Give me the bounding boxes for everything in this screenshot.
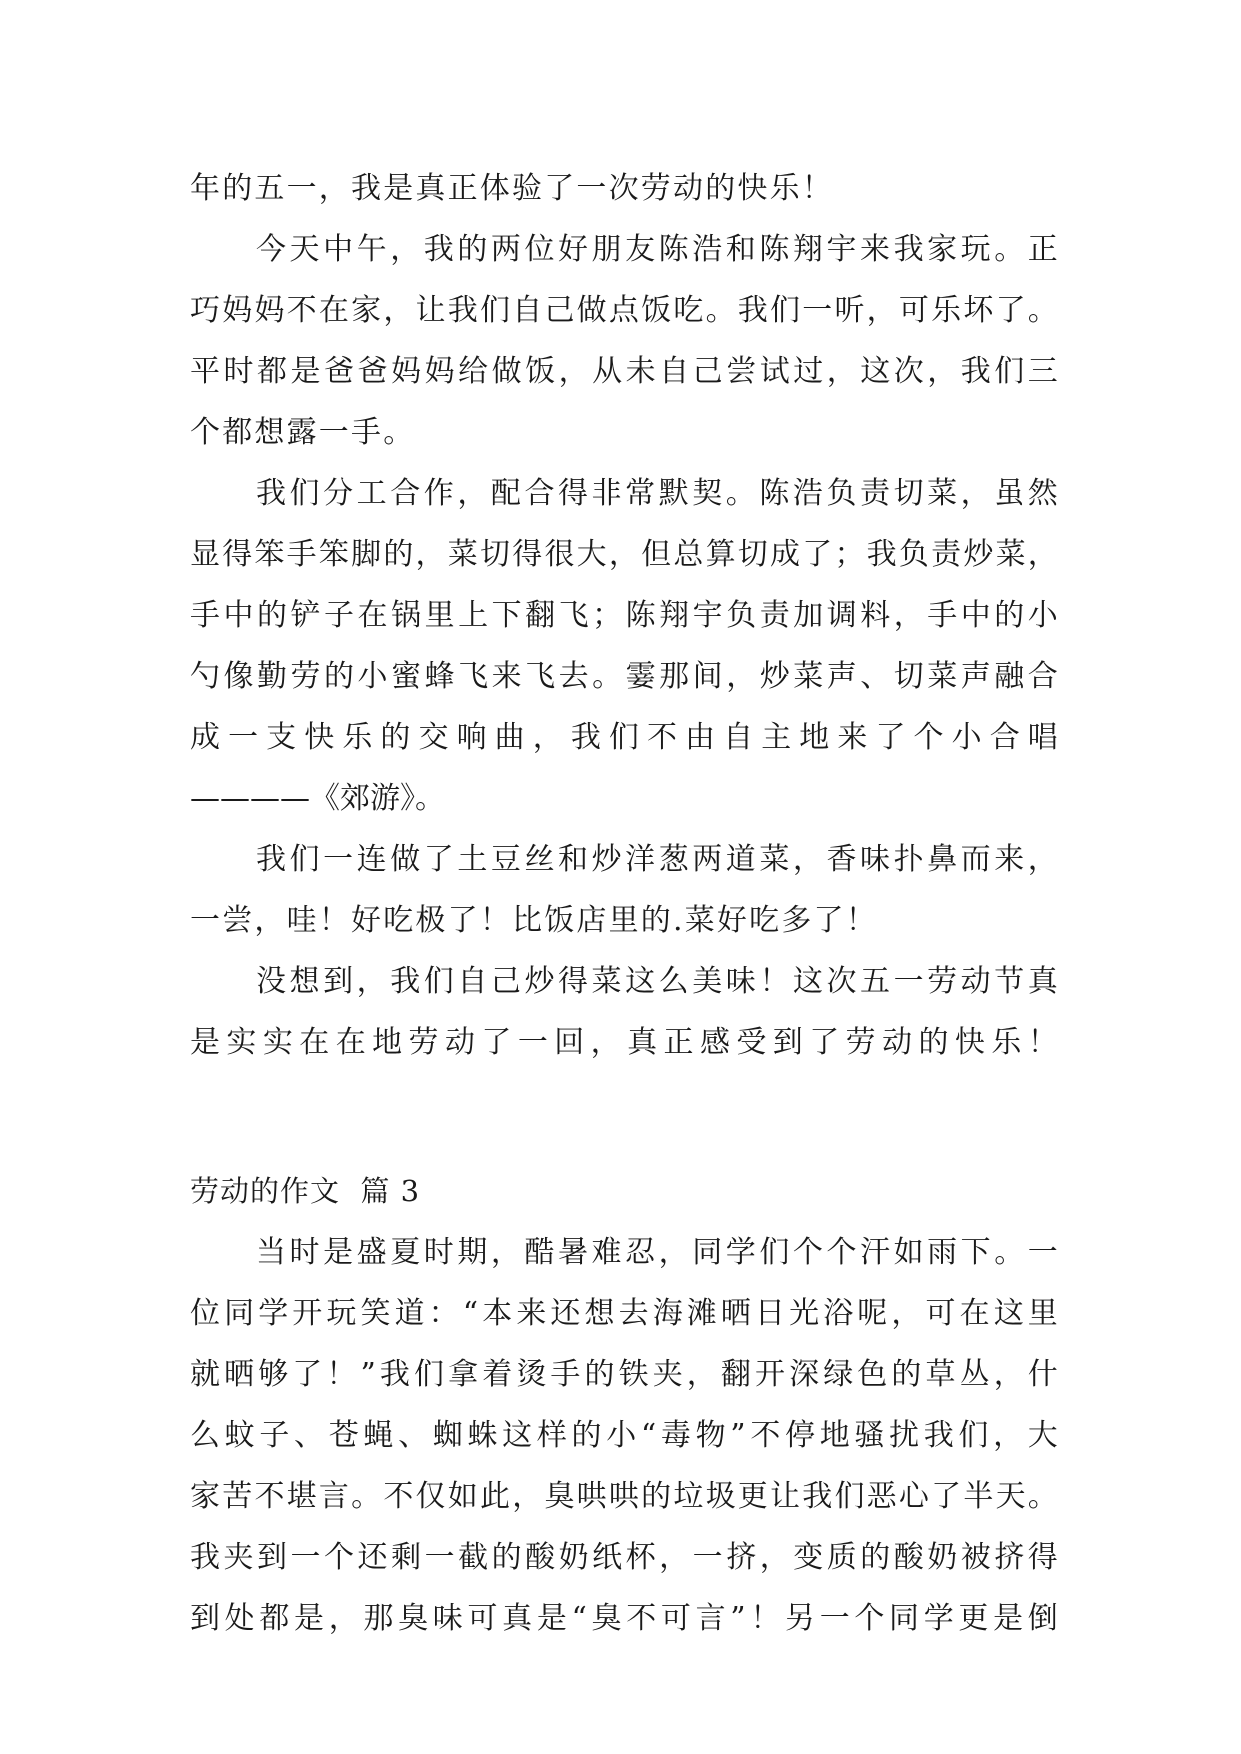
text-line: ————《郊游》。	[190, 781, 445, 816]
text-line: 个都想露一手。	[190, 415, 416, 450]
text-line: 没想到，我们自己炒得菜这么美味！这次五一劳动节真	[256, 964, 1060, 999]
text-line: 当时是盛夏时期，酷暑难忍，同学们个个汗如雨下。一	[256, 1235, 1060, 1270]
text-line: 我们一连做了土豆丝和炒洋葱两道菜，香味扑鼻而来，	[256, 842, 1060, 877]
text-line: 我们分工合作，配合得非常默契。陈浩负责切菜，虽然	[256, 476, 1060, 511]
text-line: 就晒够了！”我们拿着烫手的铁夹，翻开深绿色的草丛，什	[190, 1357, 1060, 1392]
text-line: 位同学开玩笑道：“本来还想去海滩晒日光浴呢，可在这里	[190, 1296, 1060, 1331]
text-line: 么蚊子、苍蝇、蜘蛛这样的小“毒物”不停地骚扰我们，大	[190, 1418, 1060, 1453]
text-line: 是实实在在地劳动了一回，真正感受到了劳动的快乐！	[190, 1025, 1060, 1060]
text-line: 巧妈妈不在家，让我们自己做点饭吃。我们一听，可乐坏了。	[190, 293, 1060, 328]
section-gap	[190, 1073, 1060, 1161]
text-line: 成一支快乐的交响曲，我们不由自主地来了个小合唱	[190, 720, 1060, 755]
text-line: 显得笨手笨脚的，菜切得很大，但总算切成了；我负责炒菜，	[190, 537, 1060, 572]
document-body	[190, 158, 1060, 1649]
text-line: 勺像勤劳的小蜜蜂飞来飞去。霎那间，炒菜声、切菜声融合	[190, 659, 1060, 694]
text-line: 平时都是爸爸妈妈给做饭，从未自己尝试过，这次，我们三	[190, 354, 1060, 389]
text-line: 到处都是，那臭味可真是“臭不可言”！另一个同学更是倒	[190, 1601, 1060, 1636]
text-line: 手中的铲子在锅里上下翻飞；陈翔宇负责加调料，手中的小	[190, 598, 1060, 633]
section-heading: 劳动的作文 篇 3	[190, 1174, 421, 1208]
text-line: 家苦不堪言。不仅如此，臭哄哄的垃圾更让我们恶心了半天。	[190, 1479, 1060, 1514]
text-line: 我夹到一个还剩一截的酸奶纸杯，一挤，变质的酸奶被挤得	[190, 1540, 1060, 1575]
text-line: 一尝，哇！好吃极了！比饭店里的.菜好吃多了！	[190, 903, 878, 938]
text-line: 年的五一，我是真正体验了一次劳动的快乐！	[190, 171, 834, 206]
text-line: 今天中午，我的两位好朋友陈浩和陈翔宇来我家玩。正	[256, 232, 1060, 267]
